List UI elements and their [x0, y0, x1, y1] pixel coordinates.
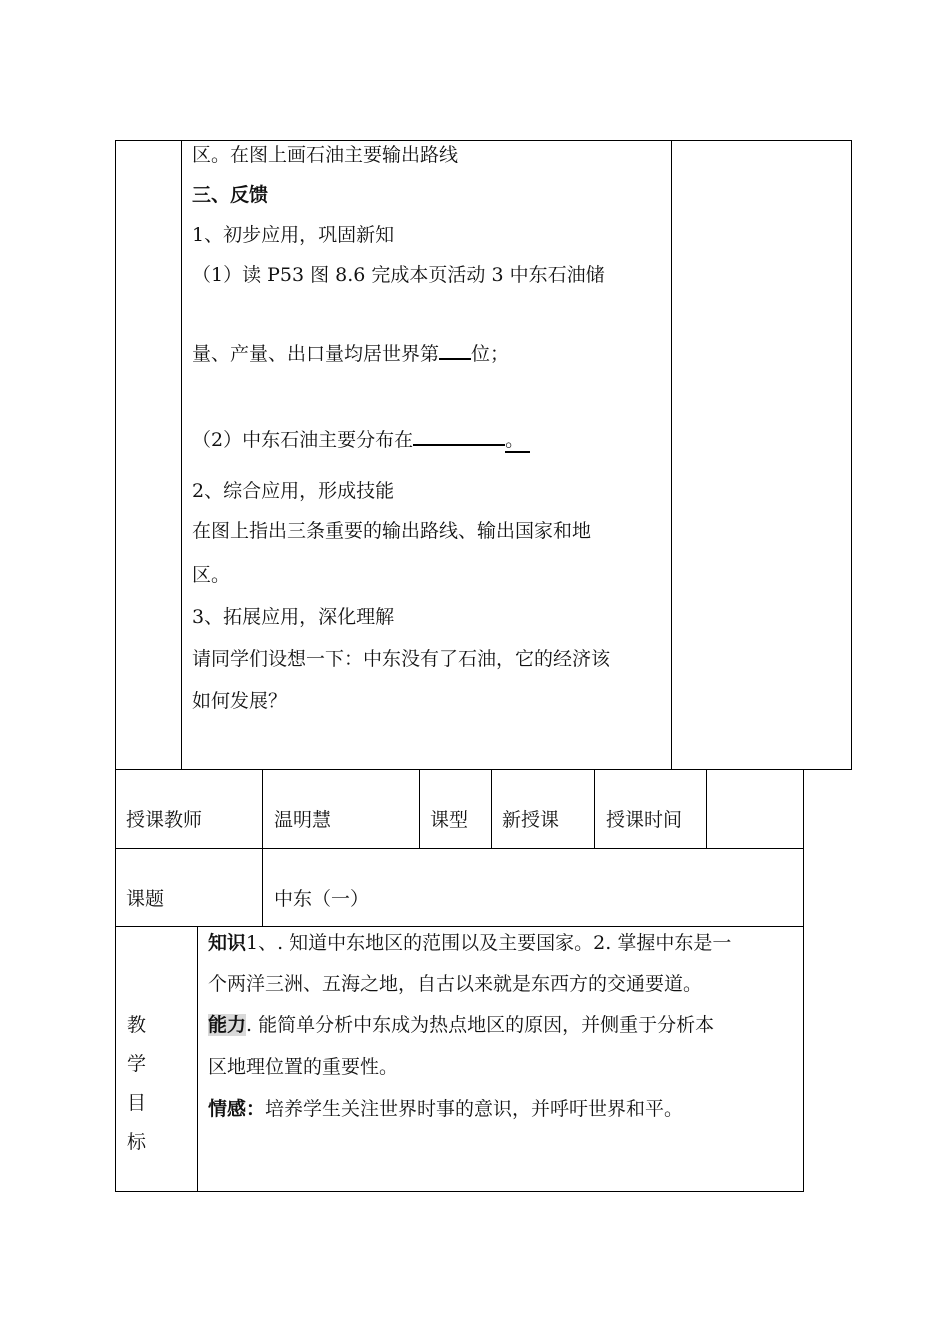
ability-label: 能力 [208, 1014, 247, 1036]
item2-title: 2、综合应用，形成技能 [192, 480, 395, 502]
teacher-name: 温明慧 [274, 809, 332, 831]
top-table-divider-2 [671, 140, 672, 770]
info-table-border-right [803, 769, 804, 1192]
q2-answer-blank[interactable] [413, 426, 505, 446]
goals-label-char-2: 学 [127, 1053, 147, 1075]
ability-line1 [208, 1016, 714, 1035]
info-row1-bottom [115, 848, 804, 849]
emotion-text: 培养学生关注世界时事的意识，并呼吁世界和平。 [265, 1098, 684, 1120]
row1-divider-4 [594, 769, 595, 849]
item2-line2: 区。 [192, 564, 231, 586]
q1-line1: （1）读 P53 图 8.6 完成本页活动 3 中东石油储 [192, 264, 605, 286]
item3-line1: 请同学们设想一下：中东没有了石油，它的经济该 [192, 648, 611, 670]
q2-line [192, 426, 530, 450]
item3-title: 3、拓展应用，深化理解 [192, 606, 395, 628]
item3-line2: 如何发展？ [192, 690, 288, 712]
item1-title: 1、初步应用，巩固新知 [192, 224, 395, 246]
top-table-divider-1 [181, 140, 182, 770]
ability-text-1: . 能简单分析中东成为热点地区的原因，并侧重于分析本 [246, 1014, 715, 1036]
knowledge-label: 知识 [208, 932, 247, 954]
row1-divider-2 [419, 769, 420, 849]
teacher-label: 授课教师 [126, 809, 203, 831]
topic-label: 课题 [126, 888, 165, 910]
q1-line2-suffix: 位； [471, 343, 510, 365]
q2-suffix: 。 [505, 429, 530, 453]
row1-divider-1 [262, 769, 263, 927]
emotion-label: 情感： [208, 1098, 266, 1120]
goals-divider [197, 926, 198, 1192]
line-continuation: 区。在图上画石油主要输出路线 [192, 144, 459, 166]
section-feedback: 三、反馈 [192, 184, 269, 206]
goals-label-char-1: 教 [127, 1014, 147, 1036]
item2-line1: 在图上指出三条重要的输出路线、输出国家和地 [192, 520, 592, 542]
q1-answer-blank[interactable] [439, 340, 471, 360]
topic-value: 中东（一） [274, 888, 370, 910]
row1-divider-5 [706, 769, 707, 849]
type-label: 课型 [430, 809, 469, 831]
top-table-border-bottom [115, 769, 852, 770]
top-table-border-left [115, 140, 116, 770]
top-table-border-top [115, 140, 852, 141]
q2-prefix: （2）中东石油主要分布在 [192, 429, 414, 451]
ability-line2: 区地理位置的重要性。 [208, 1056, 399, 1078]
q1-line2 [192, 340, 509, 364]
q1-line2-prefix: 量、产量、出口量均居世界第 [192, 343, 440, 365]
info-row2-bottom [115, 926, 804, 927]
knowledge-line1 [208, 934, 731, 953]
goals-label-char-3: 目 [127, 1092, 147, 1114]
info-table-border-left [115, 769, 116, 1192]
row1-divider-3 [491, 769, 492, 849]
goals-label-char-4: 标 [127, 1131, 147, 1153]
emotion-line [208, 1100, 683, 1119]
type-value: 新授课 [502, 809, 560, 831]
top-table-border-right [851, 140, 852, 770]
knowledge-line2: 个两洋三洲、五海之地，自古以来就是东西方的交通要道。 [208, 973, 703, 995]
time-label: 授课时间 [606, 809, 683, 831]
knowledge-text-1: 1、. 知道中东地区的范围以及主要国家。2. 掌握中东是一 [246, 932, 732, 954]
info-table-border-bottom [115, 1191, 804, 1192]
